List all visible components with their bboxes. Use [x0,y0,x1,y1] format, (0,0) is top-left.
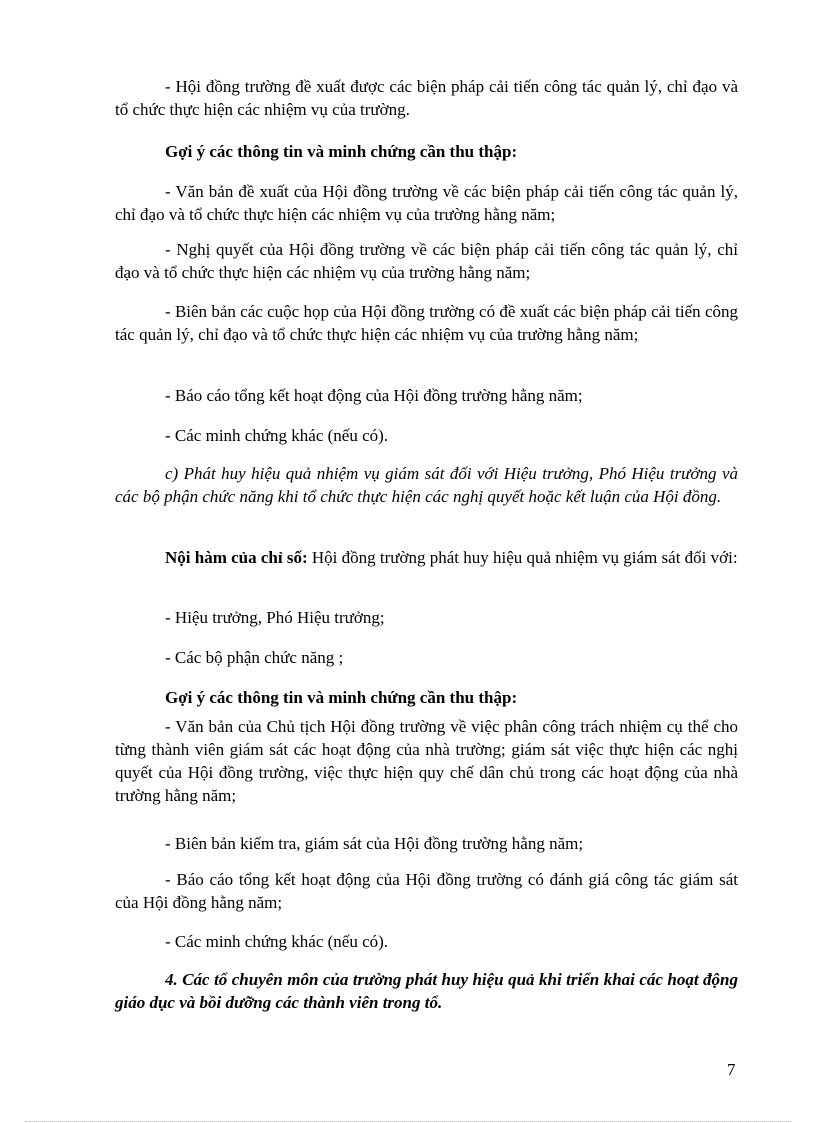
paragraph-proposal: - Hội đồng trường đề xuất được các biện pháp cải tiến công tác quản lý, chỉ đạo và tổ chức thực hiện các nhiệm vụ của trường. [115,77,738,119]
list-item-evidence-2a: - Văn bản của Chủ tịch Hội đồng trường về việc phân công trách nhiệm cụ thể cho từng thành viên giám sát các hoạt động của nhà trường; giám sát việc thực hiện các nghị quyết của Hội đồng trường, việc thực hiện quy chế dân chủ trong các hoạt động của nhà trường hằng năm; [115,717,738,805]
section-4-heading: 4. Các tổ chuyên môn của trường phát huy hiệu quả khi triển khai các hoạt động giáo dục và bồi dưỡng các thành viên trong tổ. [115,970,738,1012]
list-item-evidence-1d: - Báo cáo tổng kết hoạt động của Hội đồng trường hằng năm; [165,386,583,405]
heading-evidence-2: Gợi ý các thông tin và minh chứng cần thu thập: [165,688,518,707]
page-number: 7 [727,1060,736,1079]
page-bottom-divider [25,1121,791,1122]
list-item-evidence-2d: - Các minh chứng khác (nếu có). [165,932,389,951]
list-item-evidence-2c: - Báo cáo tổng kết hoạt động của Hội đồng trường có đánh giá công tác giám sát của Hội đồng hằng năm; [115,870,738,912]
indicator-label: Nội hàm của chỉ số: [165,548,308,567]
indicator-text: Hội đồng trường phát huy hiệu quả nhiệm vụ giám sát đối với: [307,548,738,567]
section-c-heading: c) Phát huy hiệu quả nhiệm vụ giám sát đối với Hiệu trưởng, Phó Hiệu trưởng và các bộ phận chức năng khi tổ chức thực hiện các nghị quyết hoặc kết luận của Hội đồng. [115,464,738,506]
list-item-supervision-1: - Hiệu trưởng, Phó Hiệu trưởng; [165,608,385,627]
list-item-evidence-2b: - Biên bản kiểm tra, giám sát của Hội đồng trường hằng năm; [165,834,584,853]
list-item-evidence-1c: - Biên bản các cuộc họp của Hội đồng trường có đề xuất các biện pháp cải tiến công tác quản lý, chỉ đạo và tổ chức thực hiện các nhiệm vụ của trường hằng năm; [115,302,738,344]
list-item-supervision-2: - Các bộ phận chức năng ; [165,648,344,667]
heading-evidence-1: Gợi ý các thông tin và minh chứng cần thu thập: [165,142,518,161]
list-item-evidence-1e: - Các minh chứng khác (nếu có). [165,426,389,445]
list-item-evidence-1b: - Nghị quyết của Hội đồng trường về các biện pháp cải tiến công tác quản lý, chỉ đạo và tổ chức thực hiện các nhiệm vụ của trường hằng năm; [115,240,738,282]
paragraph-indicator-content [115,546,738,569]
list-item-evidence-1a: - Văn bản đề xuất của Hội đồng trường về các biện pháp cải tiến công tác quản lý, chỉ đạo và tổ chức thực hiện các nhiệm vụ của trường hằng năm; [115,182,738,224]
